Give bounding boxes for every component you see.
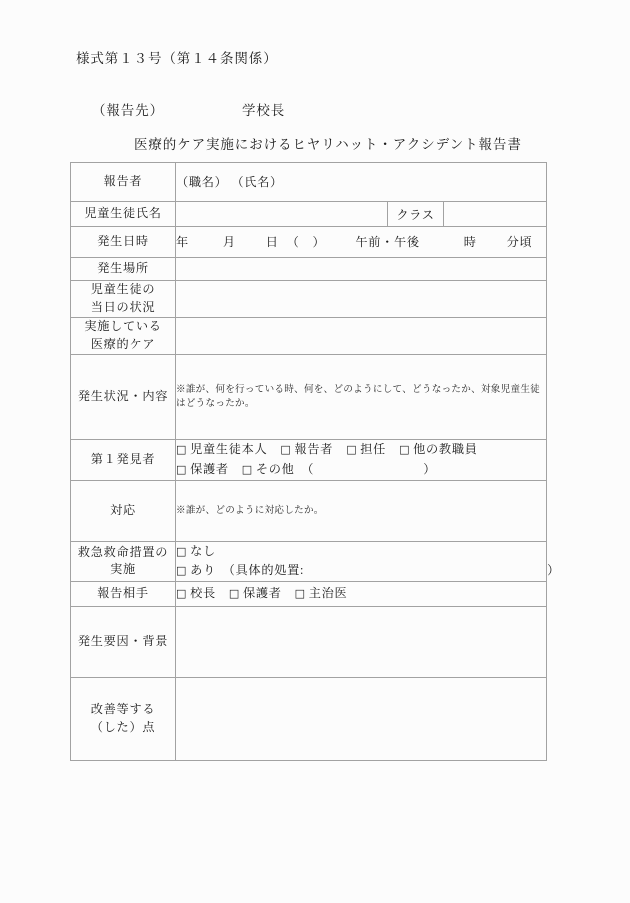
- emergency-option-yes-row: [176, 561, 560, 581]
- document-title: 医療的ケア実施におけるヒヤリハット・アクシデント報告書: [134, 137, 522, 152]
- reporter-position-line: （職名）: [176, 174, 228, 189]
- label-student-name: 児童生徒氏名: [71, 202, 176, 227]
- label-emergency-measure-line1: 救急救命措置の: [77, 544, 169, 559]
- checkbox-label: あり （具体的処置:: [190, 563, 305, 578]
- label-improvements-line1: 改善等する: [90, 702, 156, 717]
- close-paren: ）: [547, 563, 560, 578]
- checkbox-label: 主治医: [308, 586, 348, 601]
- label-improvements-line2: （した）点: [90, 720, 156, 735]
- checkbox-label: 保護者: [190, 461, 229, 476]
- checkbox-label: 報告者: [294, 442, 334, 456]
- datetime-month: 月: [222, 234, 236, 249]
- checkbox-option-guardian-report[interactable]: [229, 584, 282, 604]
- field-response[interactable]: [176, 480, 547, 541]
- field-first-finder: [176, 440, 547, 481]
- field-datetime[interactable]: [176, 227, 547, 258]
- field-reported-to: [176, 582, 547, 607]
- label-emergency-measure: [71, 541, 176, 582]
- table-row-student-name: [71, 202, 547, 227]
- checkbox-label: 担任: [360, 442, 387, 456]
- datetime-weekday: （ ）: [286, 234, 326, 249]
- label-reported-to: 報告相手: [71, 582, 176, 607]
- label-reporter: 報告者: [71, 163, 176, 202]
- field-student-condition[interactable]: [176, 281, 547, 318]
- checkbox-icon: □: [176, 564, 188, 578]
- checkbox-option-measure-performed[interactable]: [176, 561, 304, 581]
- field-cause-background[interactable]: [176, 607, 547, 678]
- checkbox-option-no-measure[interactable]: [176, 542, 216, 562]
- datetime-year: 年: [176, 234, 189, 249]
- checkbox-option-principal[interactable]: [176, 584, 216, 604]
- label-response: 対応: [71, 480, 176, 541]
- table-row-care-provided: [71, 318, 547, 355]
- checkbox-option-reporter[interactable]: [280, 440, 333, 460]
- table-row-first-finder: [71, 440, 547, 481]
- label-place: 発生場所: [71, 258, 176, 281]
- field-emergency-measure: [176, 541, 560, 582]
- table-row-incident-detail: [71, 355, 547, 440]
- label-care-provided-line2: 医療的ケア: [90, 337, 156, 351]
- checkbox-icon: □: [176, 462, 188, 476]
- incident-report-table: [70, 162, 560, 761]
- datetime-ampm: 午前・午後: [355, 234, 420, 249]
- emergency-option-none-row: [176, 542, 546, 562]
- label-student-condition-line1: 児童生徒の: [90, 282, 156, 297]
- checkbox-label: 保護者: [242, 586, 282, 601]
- table-row-datetime: [71, 227, 547, 258]
- first-finder-options-line1: [176, 440, 546, 460]
- checkbox-icon: □: [280, 443, 292, 456]
- field-place[interactable]: [176, 258, 547, 281]
- close-paren: ）: [423, 461, 437, 476]
- datetime-hour: 時: [463, 234, 477, 249]
- table-row-reporter: [71, 163, 547, 202]
- label-improvements: [71, 678, 176, 761]
- checkbox-label: 児童生徒本人: [190, 442, 268, 456]
- checkbox-option-student-self[interactable]: [176, 440, 267, 460]
- checkbox-option-homeroom-teacher[interactable]: [346, 440, 386, 460]
- checkbox-icon: □: [228, 587, 240, 601]
- field-improvements[interactable]: [176, 678, 547, 761]
- addressee-label: （報告先）: [92, 103, 164, 118]
- label-cause-background: 発生要因・背景: [71, 607, 176, 678]
- table-row-student-condition: [71, 281, 547, 318]
- checkbox-option-other[interactable]: [242, 460, 314, 480]
- label-incident-detail: 発生状況・内容: [71, 355, 176, 440]
- field-care-provided[interactable]: [176, 318, 547, 355]
- first-finder-options-line2: [176, 460, 546, 480]
- checkbox-label: 校長: [190, 586, 216, 601]
- label-care-provided-line1: 実施している: [84, 319, 162, 334]
- checkbox-label: その他 （: [255, 461, 315, 476]
- checkbox-icon: □: [346, 443, 358, 456]
- datetime-minute: 分頃: [506, 234, 533, 249]
- checkbox-label: 他の教職員: [413, 442, 478, 456]
- label-student-condition-line2: 当日の状況: [90, 300, 156, 314]
- table-row-cause-background: [71, 607, 547, 678]
- table-row-improvements: [71, 678, 547, 761]
- checkbox-icon: □: [176, 544, 188, 558]
- addressee-row: [92, 99, 285, 119]
- label-datetime: 発生日時: [71, 227, 176, 258]
- table-row-emergency-measure: [71, 541, 547, 582]
- label-class: クラス: [388, 202, 444, 227]
- checkbox-option-other-staff[interactable]: [399, 440, 478, 460]
- field-reporter[interactable]: [176, 163, 547, 202]
- checkbox-icon: □: [241, 462, 253, 476]
- field-class[interactable]: [444, 202, 547, 227]
- incident-detail-note: ※誰が、何を行っている時、何を、どのようにして、どうなったか、対象児童生徒はどうなったか。: [176, 384, 541, 409]
- checkbox-icon: □: [176, 443, 188, 456]
- checkbox-label: なし: [190, 543, 216, 558]
- table-row-reported-to: [71, 582, 547, 607]
- field-student-name[interactable]: [176, 202, 388, 227]
- checkbox-icon: □: [176, 587, 188, 601]
- response-note: ※誰が、どのように対応したか。: [176, 504, 324, 516]
- checkbox-option-attending-physician[interactable]: [295, 584, 348, 604]
- field-incident-detail[interactable]: [176, 355, 547, 440]
- form-number: 様式第１３号（第１４条関係）: [76, 51, 278, 66]
- table-row-place: [71, 258, 547, 281]
- addressee-value: 学校長: [242, 103, 286, 118]
- reported-to-options: [176, 584, 546, 604]
- checkbox-icon: □: [294, 587, 306, 601]
- label-emergency-measure-line2: 実施: [110, 562, 136, 577]
- checkbox-icon: □: [399, 443, 411, 456]
- table-row-response: [71, 480, 547, 541]
- datetime-day: 日: [265, 234, 279, 249]
- label-care-provided: [71, 318, 176, 355]
- label-student-condition: [71, 281, 176, 318]
- reporter-name-line: （氏名）: [231, 174, 283, 189]
- checkbox-option-guardian[interactable]: [176, 460, 229, 480]
- label-first-finder: 第１発見者: [71, 440, 176, 481]
